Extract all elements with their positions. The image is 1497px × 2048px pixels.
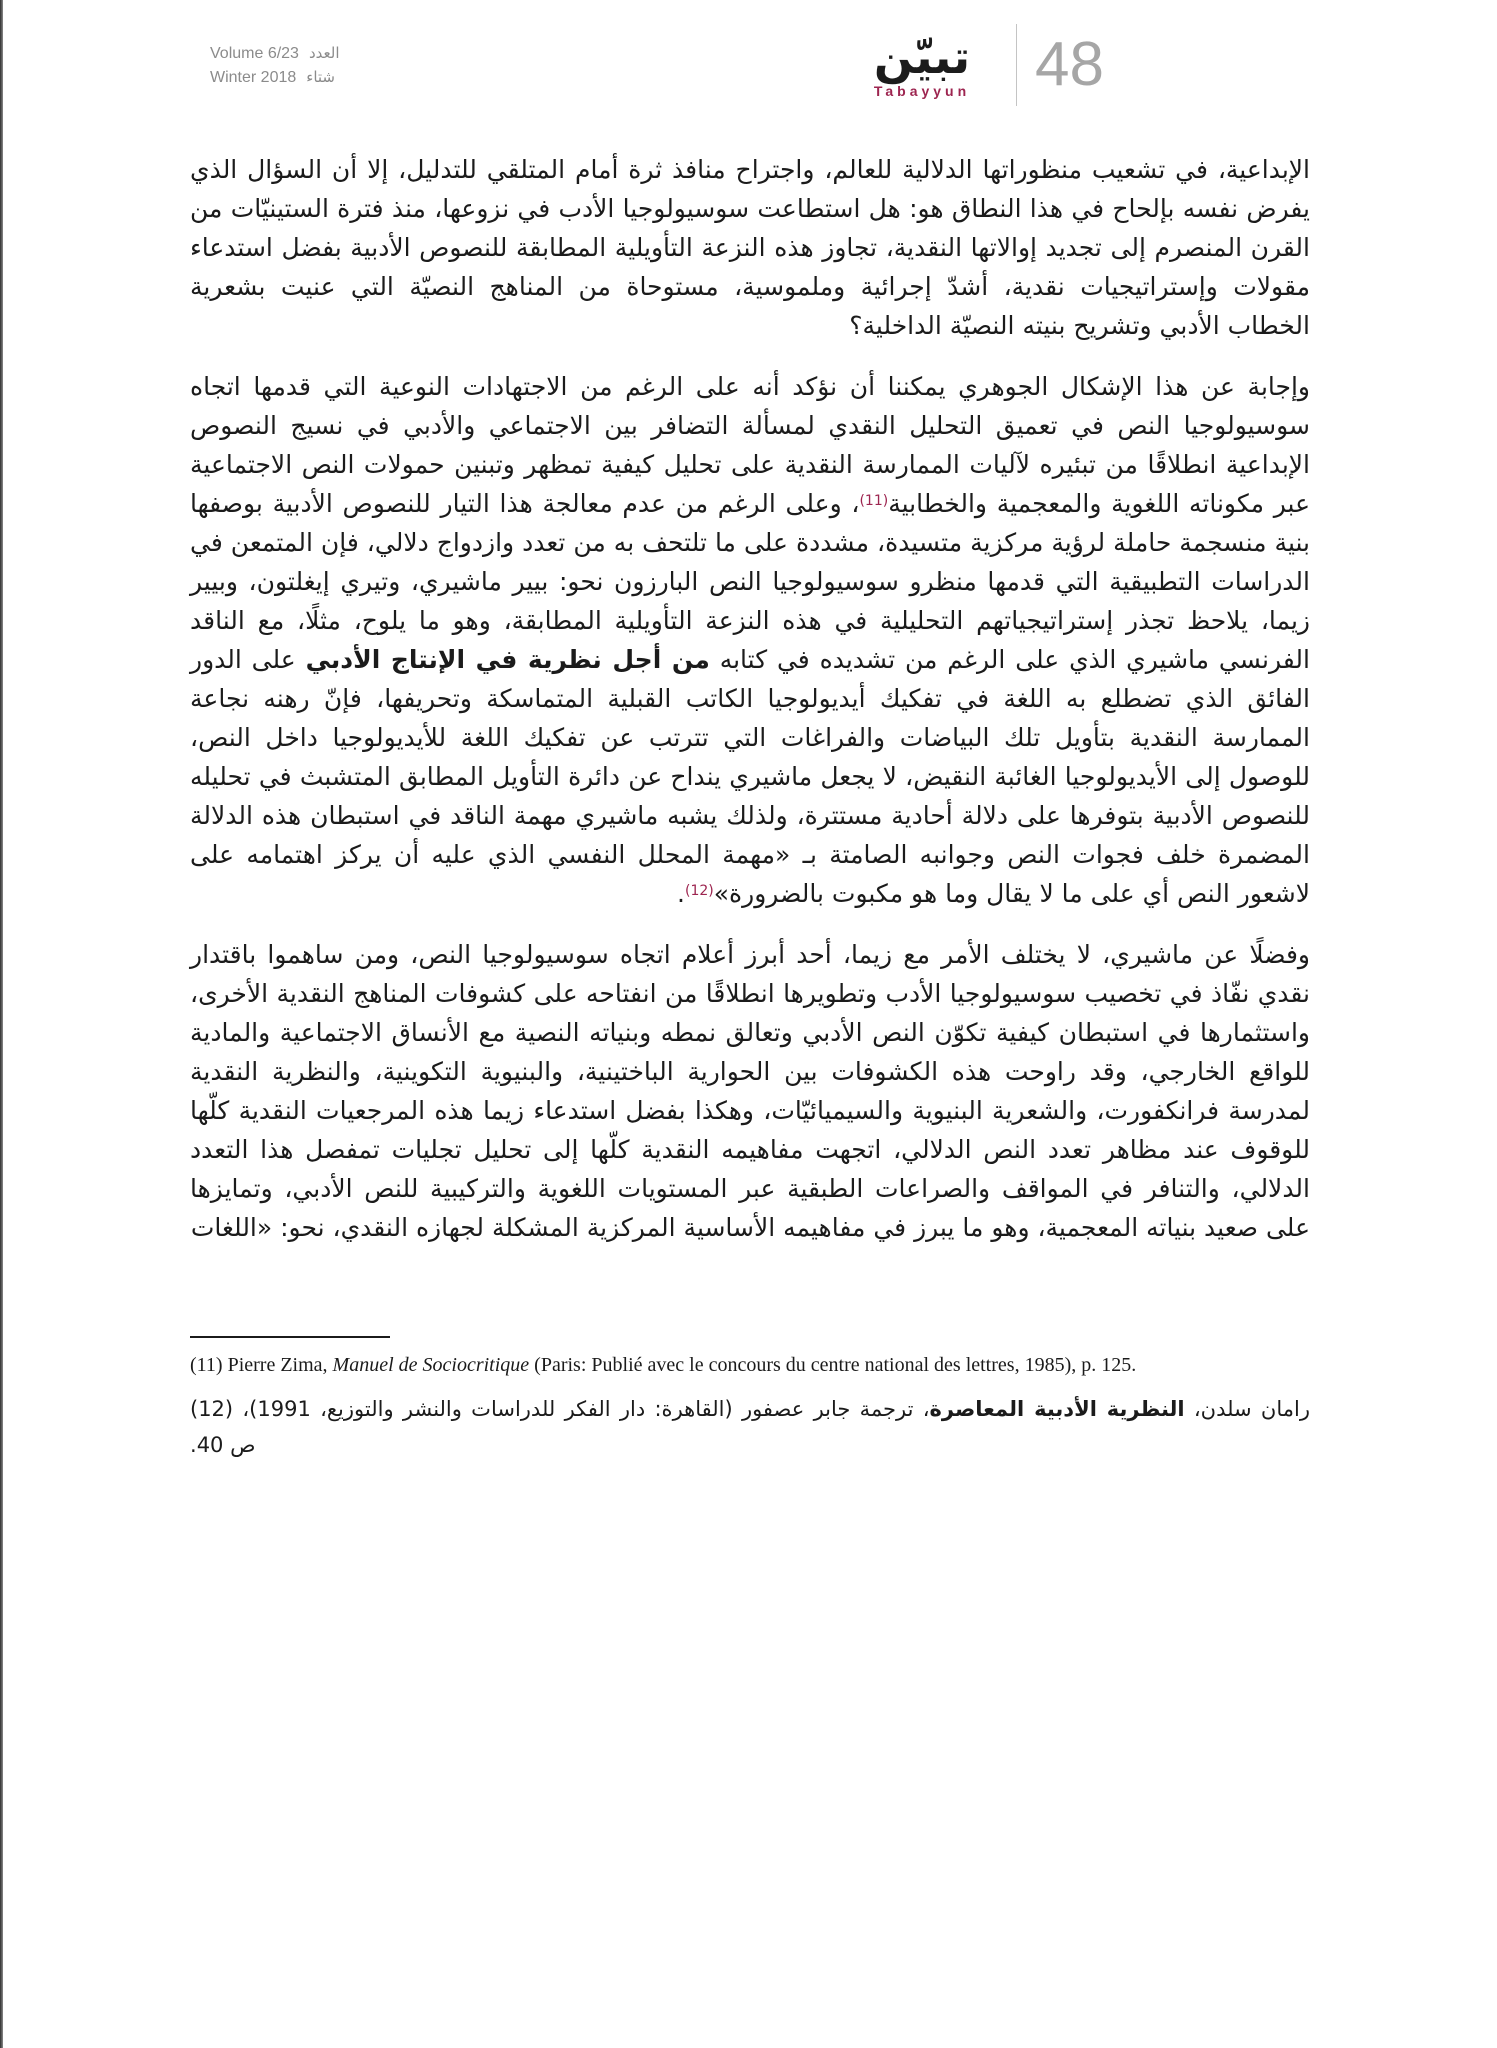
journal-brand <box>846 24 1104 106</box>
book-title-emphasis: من أجل نظرية في الإنتاج الأدبي <box>305 645 710 674</box>
volume-line <box>210 44 339 63</box>
footnotes-section <box>190 1336 1310 1462</box>
text-run: على الدور الفائق الذي تضطلع به اللغة في تفكيك أيديولوجيا الكاتب القبلية المتماسكة وتحريفها، فإنّ رهنه نجاعة الممارسة النقدية بتأويل تلك البياضات والفراغات التي تترتب عن تفكيك اللغة للأيديولوجيا داخل النص، للوصول إلى الأيديولوجيا الغائبة النقيض، لا يجعل ماشيري ينداح عن دائرة التأويل المطابق المتشبث في تحليله للنصوص الأدبية بتوفرها على دلالة أحادية مستترة، ولذلك يشبه ماشيري مهمة الناقد في استبطان هذه الدلالة المضمرة خلف فجوات النص وجوانبه الصامتة بـ «مهمة المحلل النفسي الذي عليه أن يركز اهتمامه على لاشعور النص أي على ما لا يقال وما هو مكبوت بالضرورة» <box>190 645 1310 908</box>
footnote-11-prefix: (11) Pierre Zima, <box>190 1354 333 1376</box>
volume-label-en: Volume 6/23 <box>210 45 299 62</box>
text-run: . <box>677 879 685 908</box>
footnote-12-number: (12) <box>190 1397 243 1421</box>
text-run: وإجابة عن هذا الإشكال الجوهري يمكننا أن نؤكد أنه على الرغم من الاجتهادات النوعية التي قدمها اتجاه سوسيولوجيا النص في تعميق التحليل النقدي لمسألة التضافر بين الاجتماعي والأدبي في نسيج النصوص الإبداعية انطلاقًا من تبئيره لآليات الممارسة النقدية على تحليل كيفية تمظهر وتبنين حمولات النص الاجتماعية عبر مكوناته اللغوية والمعجمية والخطابية <box>190 372 1310 518</box>
footnote-ref-12: (12) <box>685 883 714 899</box>
footnote-12-page-ref: ص 40. <box>190 1433 256 1457</box>
footnote-12 <box>190 1392 1310 1426</box>
footnote-11-book-title: Manuel de Sociocritique <box>332 1354 530 1376</box>
text-run: وفضلًا عن ماشيري، لا يختلف الأمر مع زيما، أحد أبرز أعلام اتجاه سوسيولوجيا النص، ومن ساهموا باقتدار نقدي نفّاذ في تخصيب سوسيولوجيا الأدب وتطويرها انطلاقًا من انفتاحه على كشوفات المناهج النقدية الأخرى، واستثمارها في استبطان كيفية تكوّن النص الأدبي وتعالق نمطه وبنياته النصية مع الأنساق الاجتماعية والمادية للواقع الخارجي، وقد راوحت هذه الكشوفات بين الحوارية الباختينية، والبنيوية التكوينية، والنظرية النقدية لمدرسة فرانكفورت، والشعرية البنيوية والسيميائيّات، وهكذا بفضل استدعاء زيما هذه المرجعيات النقدية كلّها للوقوف عند مظاهر تعدد النص الدلالي، اتجهت مفاهيمه النقدية كلّها إلى تحليل تجليات تمفصل هذا التعدد الدلالي، والتنافر في المواقف والصراعات الطبقية عبر المستويات اللغوية والتركيبية للنص الأدبي، وتمايزها على صعيد بنياته المعجمية، وهو ما يبرز في مفاهيمه الأساسية المركزية المشكلة لجهازه النقدي، نحو: «اللغات <box>190 940 1310 1242</box>
footnote-12-text <box>242 1397 1310 1421</box>
page-number: 48 <box>1035 30 1104 99</box>
text-run: الإبداعية، في تشعيب منظوراتها الدلالية للعالم، واجتراح منافذ ثرة أمام المتلقي للتدليل، إلا أن السؤال الذي يفرض نفسه بإلحاح في هذا النطاق هو: هل استطاعت سوسيولوجيا الأدب في نزوعها، منذ فترة الستينيّات من القرن المنصرم إلى تجديد إوالاتها النقدية، تجاوز هذه النزعة التأويلية المطابقة للنصوص الأدبية بفضل استدعاء مقولات وإستراتيجيات نقدية، أشدّ إجرائية وملموسية، مستوحاة من المناهج النصيّة التي عنيت بشعرية الخطاب الأدبي وتشريح بنيته النصيّة الداخلية؟ <box>190 155 1310 340</box>
footnote-12-prefix: رامان سلدن، <box>1184 1397 1310 1421</box>
scan-edge-artifact <box>0 0 3 2048</box>
footnote-11-suffix: (Paris: Publié avec le concours du centre national des lettres, 1985), p. 125. <box>529 1354 1137 1376</box>
article-paragraph-2 <box>190 367 1310 913</box>
footnote-separator-rule <box>190 1336 390 1338</box>
footnote-11 <box>190 1350 1310 1380</box>
journal-logo <box>846 31 998 100</box>
article-paragraph-1 <box>190 150 1310 345</box>
article-paragraph-3 <box>190 935 1310 1247</box>
season-line <box>210 68 339 87</box>
season-label-ar: شتاء <box>306 68 335 86</box>
journal-logo-calligraphy: تبيّن <box>873 29 971 84</box>
footnote-12-book-title: النظرية الأدبية المعاصرة <box>929 1397 1185 1421</box>
volume-label-ar: العدد <box>308 44 340 62</box>
text-run: ، وعلى الرغم من عدم معالجة هذا التيار للنصوص الأدبية بوصفها بنية منسجمة حاملة لرؤية مركزية متسيدة، مشددة على ما تلتحف به من تعدد وازدواج دلالي، فإن المتمعن في الدراسات التطبيقية التي قدمها منظرو سوسيولوجيا النص البارزون نحو: بيير ماشيري، وتيري إيغلتون، وبيير زيما، يلاحظ تجذر إستراتيجياتهم التحليلية في هذه النزعة التأويلية المطابقة، وهو ما يلوح، مثلًا، مع الناقد الفرنسي ماشيري الذي على الرغم من تشديده في كتابه <box>190 489 1310 674</box>
season-label-en: Winter 2018 <box>210 69 297 86</box>
article-body <box>190 150 1310 1269</box>
footnote-12-suffix: ، ترجمة جابر عصفور (القاهرة: دار الفكر للدراسات والنشر والتوزيع، 1991)، <box>242 1397 930 1421</box>
footnote-ref-11: (11) <box>859 493 889 509</box>
issue-meta <box>210 44 339 92</box>
journal-logo-name: Tabayyun <box>873 83 971 100</box>
header-divider <box>1016 24 1017 106</box>
